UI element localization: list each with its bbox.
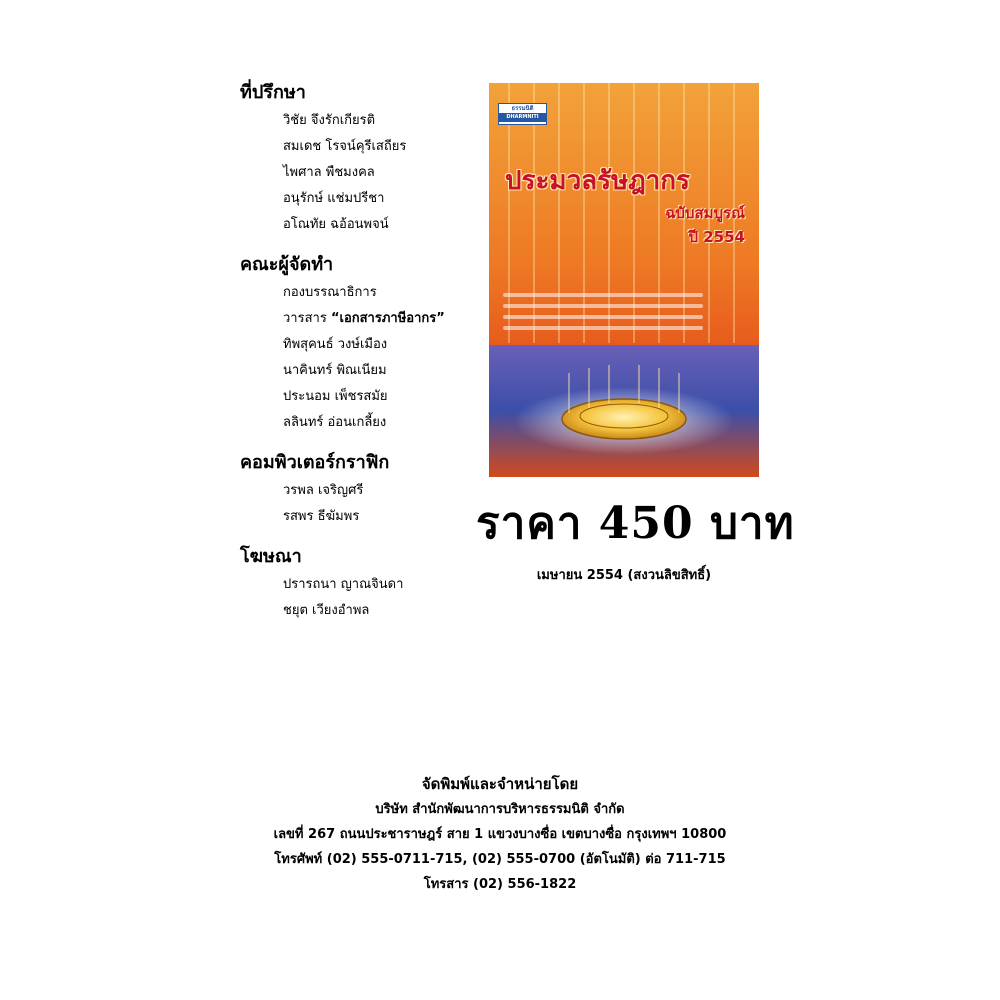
staff-name: นาคินทร์ พิณเนียม	[283, 363, 387, 378]
advertising-name: ชยุต เวียงอำพล	[283, 603, 370, 618]
publisher-fax: โทรสาร (02) 556-1822	[423, 877, 577, 892]
cover-artwork	[489, 83, 759, 477]
graphics-heading: คอมพิวเตอร์กราฟิก	[240, 452, 390, 473]
publisher-info	[200, 772, 800, 897]
cover-bullet-line	[503, 315, 703, 319]
staff-heading: คณะผู้จัดทำ	[240, 254, 334, 275]
advertising-list	[240, 572, 490, 624]
cover-bullet-line	[503, 326, 703, 330]
publisher-address: เลขที่ 267 ถนนประชาราษฎร์ สาย 1 แขวงบางซื่อ เขตบางซื่อ กรุงเทพฯ 10800	[273, 827, 727, 842]
publisher-heading: จัดพิมพ์และจำหน่ายโดย	[421, 775, 579, 793]
advisor-name: วิชัย จึงรักเกียรติ	[283, 113, 376, 128]
publisher-company: บริษัท สำนักพัฒนาการบริหารธรรมนิติ จำกัด	[375, 802, 625, 817]
book-cover-image	[489, 83, 759, 477]
cover-title: ประมวลรัษฎากร	[505, 166, 690, 196]
cover-year: ปี 2554	[688, 228, 745, 246]
advisors-heading: ที่ปรึกษา	[240, 82, 306, 103]
staff-dept: กองบรรณาธิการ	[283, 285, 377, 300]
journal-prefix: วารสาร	[283, 311, 327, 326]
cover-bullet-line	[503, 304, 703, 308]
staff-list	[240, 280, 490, 436]
graphics-name: วรพล เจริญศรี	[283, 483, 364, 498]
staff-name: ทิพสุคนธ์ วงษ์เมือง	[283, 337, 388, 352]
graphics-name: รสพร ธีฆัมพร	[283, 509, 360, 524]
publication-date-copyright: เมษายน 2554 (สงวนลิขสิทธิ์)	[536, 568, 712, 583]
advertising-heading: โฆษณา	[240, 546, 302, 567]
journal-name: “เอกสารภาษีอากร”	[330, 311, 445, 326]
publisher-logo	[498, 103, 547, 125]
advisor-name: อโณทัย ฉอ้อนพจน์	[283, 217, 389, 232]
publisher-phone: โทรศัพท์ (02) 555-0711-715, (02) 555-0700 (อัตโนมัติ) ต่อ 711-715	[274, 852, 726, 867]
price: ราคา 450 บาท	[476, 498, 795, 549]
cover-bullet-lines	[503, 293, 703, 337]
staff-journal	[283, 306, 490, 332]
cover-edition: ฉบับสมบูรณ์	[665, 204, 745, 222]
advisor-name: ไพศาล พืชมงคล	[283, 165, 375, 180]
advisor-name: สมเดช โรจน์คุรีเสถียร	[283, 139, 407, 154]
cover-bullet-line	[503, 293, 703, 297]
graphics-list	[240, 478, 490, 530]
advertising-name: ปรารถนา ญาณจินดา	[283, 577, 404, 592]
advisor-name: อนุรักษ์ แช่มปรีชา	[283, 191, 385, 206]
credits-column	[240, 78, 490, 636]
advisors-list	[240, 108, 490, 238]
logo-thai: ธรรมนิติ	[511, 105, 534, 112]
staff-name: ประนอม เพ็ชรสมัย	[283, 389, 388, 404]
staff-name: ลลินทร์ อ่อนเกลี้ยง	[283, 415, 387, 430]
logo-english: DHARMNITI	[499, 113, 546, 122]
